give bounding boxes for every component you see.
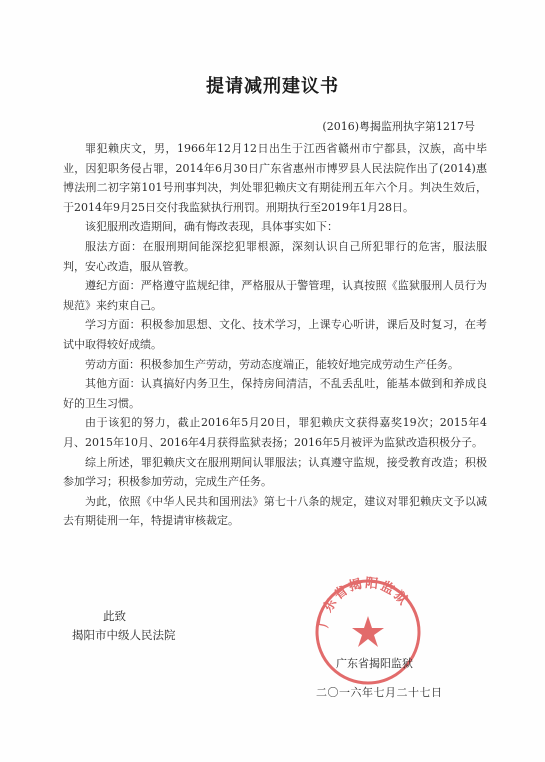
svg-text:广东省揭阳监狱 [315,576,412,629]
closing-salute: 此致 [103,609,126,623]
official-seal-icon [312,576,424,688]
seal-text: 广东省揭阳监狱 [316,576,412,629]
seal-star [352,616,384,647]
document-title: 提请减刑建议书 [206,76,339,97]
issuer-name: 广东省揭阳监狱 [336,657,413,670]
paragraph-summary: 综上所述，罪犯赖庆文在服刑期间认罪服法；认真遵守监规，接受教育改造；积极参加学习；积极参加劳动，完成生产任务。 [63,455,487,489]
paragraph-other: 其他方面：认真搞好内务卫生，保持房间清洁，不乱丢乱吐，能基本做到和养成良好的卫生习惯。 [63,377,487,410]
paragraph-awards: 由于该犯的努力，截止2016年5月20日，罪犯赖庆文获得嘉奖19次；2015年4月、2015年10月、2016年4月获得监狱表扬；2016年5月被评为监狱改造积极分子。 [63,416,487,449]
paragraph-recommendation: 为此，依照《中华人民共和国刑法》第七十八条的规定，建议对罪犯赖庆文予以减去有期徒刑一年，特提请审核裁定。 [63,494,487,528]
paragraph-discipline: 遵纪方面：严格遵守监规纪律，严格服从于警管理，认真按照《监狱服刑人员行为规范》来约束自己。 [63,279,487,312]
document-body [63,139,487,531]
paragraph-study: 学习方面：积极参加思想、文化、技术学习，上课专心听讲，课后及时复习，在考试中取得较好成绩。 [63,318,487,351]
document-number: (2016)粤揭监刑执字第1217号 [322,120,475,133]
issue-date: 二〇一六年七月二十七日 [316,686,443,699]
closing-recipient: 揭阳市中级人民法院 [72,628,176,642]
paragraph-labor: 劳动方面：积极参加生产劳动，劳动态度端正，能较好地完成劳动生产任务。 [85,357,459,371]
paragraph-basic-info: 罪犯赖庆文，男，1966年12月12日出生于江西省赣州市宁都县，汉族，高中毕业，因犯职务侵占罪，2014年6月30日广东省惠州市博罗县人民法院作出了(2014)惠博法刑二初字第101号刑事判决，判处罪犯赖庆文有期徒刑五年六个月。判决生效后，于2014年9月25日交付我监狱执行刑罚。刑期执行至2019年1月28日。 [63,142,487,214]
paragraph-intro: 该犯服刑改造期间，确有悔改表现，具体事实如下： [85,220,338,234]
paragraph-compliance: 服法方面：在服刑期间能深挖犯罪根源，深刻认识自己所犯罪行的危害，服法服判，安心改造，服从管教。 [63,239,487,273]
